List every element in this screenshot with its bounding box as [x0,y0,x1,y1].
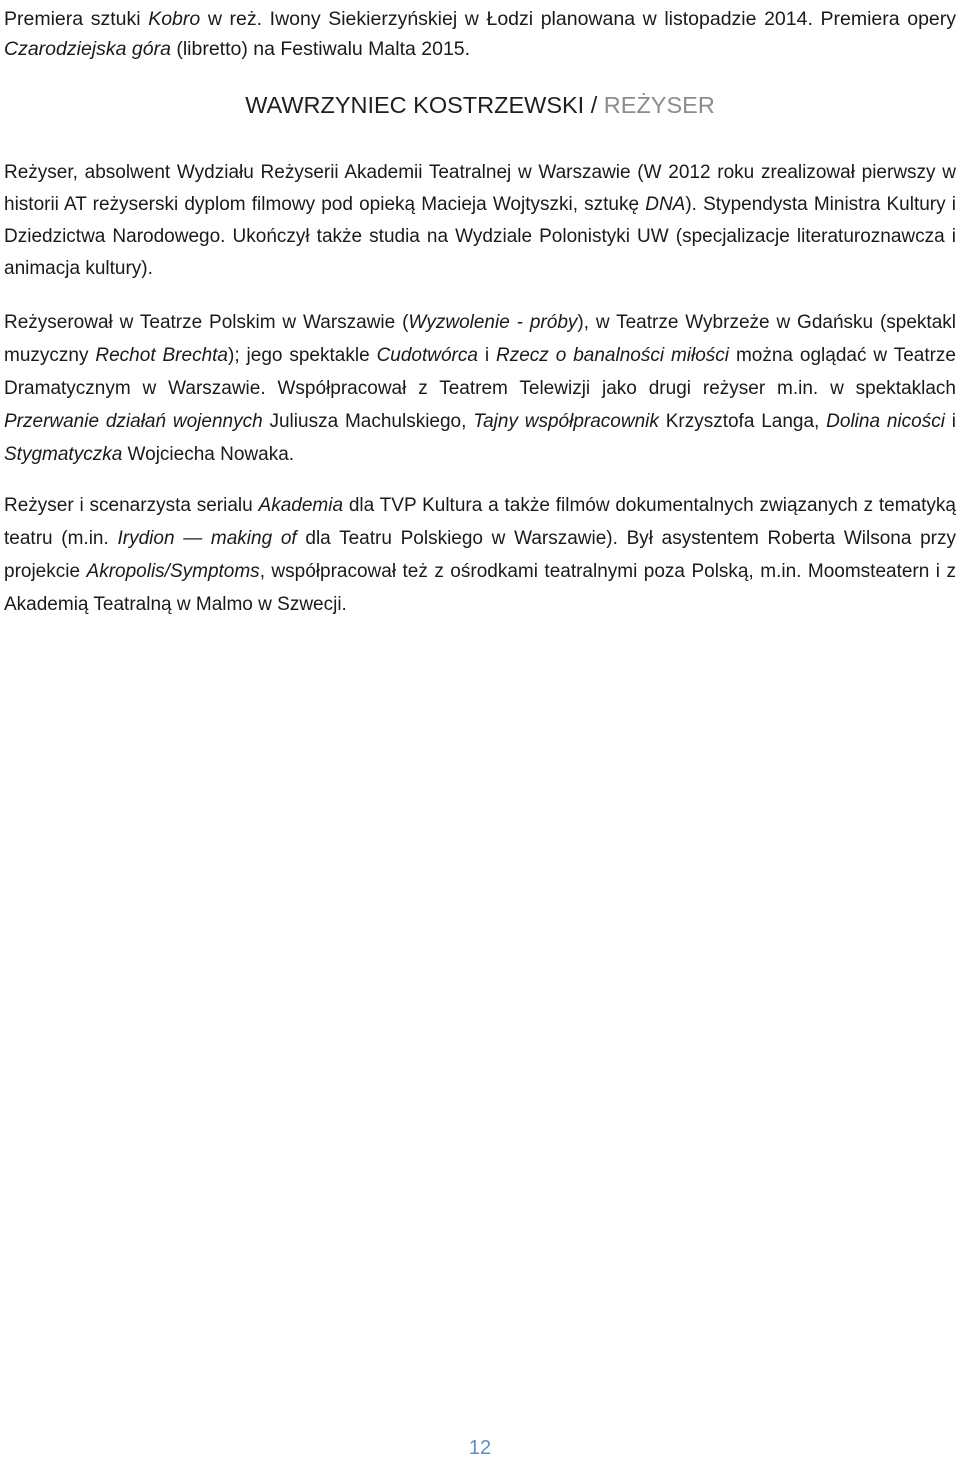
page-number: 12 [468,1437,492,1459]
work-title: making of [210,528,297,549]
text: ), w Teatrze Wybrzeże w Gdańsku (spektakl muzyczny [4,312,956,366]
text: Reżyser, absolwent Wydziału Reżyserii Akademii Teatralnej w Warszawie (W 2012 roku zrealizował pierwszy w historii AT reżyserski dyplom filmowy pod opieką Macieja Wojtyszki, sztukę [4,162,956,215]
work-title: Akademia [258,495,344,516]
bio-paragraph-education [4,157,956,285]
text: i [944,411,956,432]
heading-role: REŻYSER [603,92,715,118]
text: dla TVP Kultura a także filmów dokumentalnych związanych z tematyką teatru (m.in. [4,495,956,549]
bio-paragraph-film [4,489,956,621]
work-title: Rechot Brechta [95,345,228,366]
text: Reżyserował w Teatrze Polskim w Warszawie ( [4,312,409,333]
text: ); jego spektakle [228,345,377,366]
work-title: Akropolis/Symptoms [86,561,260,582]
text: , współpracował też z ośrodkami teatralnymi poza Polską, m.in. Moomsteatern i z Akademią Teatralną w Malmo w Szwecji. [4,561,956,615]
text: w reż. Iwony Siekierzyńskiej w Łodzi planowana w listopadzie 2014. Premiera opery [200,8,956,30]
text: Wojciecha Nowaka. [122,444,295,465]
text: i [477,345,497,366]
text: Premiera sztuki [4,8,149,30]
work-title: Irydion [117,528,175,549]
text: — [174,528,211,549]
work-title: Przerwanie działań wojennych [4,411,263,432]
text: dla Teatru Polskiego w Warszawie). Był asystentem Roberta Wilsona przy projekcie [4,528,956,582]
opera-title: Czarodziejska góra [4,38,171,60]
text: można oglądać w Teatrze Dramatycznym w Warszawie. Współpracował z Teatrem Telewizji jako drugi reżyser m.in. w spektaklach [4,345,956,399]
work-title: Cudotwórca [376,345,478,366]
text: ). Stypendysta Ministra Kultury i Dziedzictwa Narodowego. Ukończył także studia na Wydziale Polonistyki UW (specjalizacje literaturoznawcza i animacja kultury). [4,194,957,279]
play-title-kobro: Kobro [148,8,201,30]
text: (libretto) na Festiwalu Malta 2015. [170,38,471,60]
intro-paragraph [4,4,956,64]
work-title: Dolina nicości [826,411,945,432]
text: Juliusza Machulskiego, [262,411,474,432]
text: Reżyser i scenarzysta serialu [4,495,259,516]
bio-paragraph-directing [4,306,956,471]
section-heading [0,88,960,122]
play-title-dna: DNA [645,194,686,215]
work-title: Tajny współpracownik [473,411,659,432]
text: Krzysztofa Langa, [658,411,827,432]
work-title: Wyzwolenie - próby [408,312,578,333]
work-title: Stygmatyczka [4,444,123,465]
work-title: Rzecz o banalności miłości [496,345,730,366]
heading-name: WAWRZYNIEC KOSTRZEWSKI / [245,92,604,118]
